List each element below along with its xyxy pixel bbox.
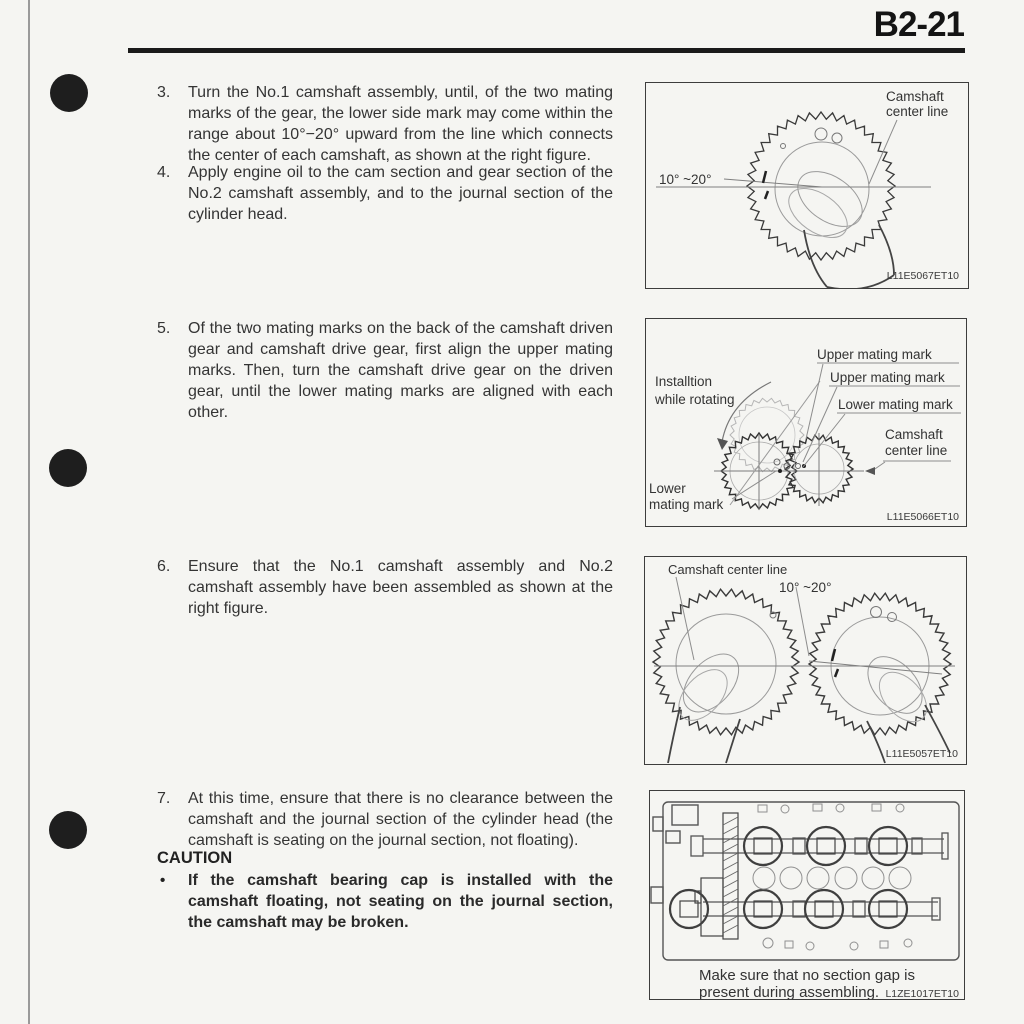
angle-label: 10° ~20° (659, 172, 712, 187)
figure-code: L11E5066ET10 (886, 511, 959, 523)
gear-drawing (653, 589, 951, 763)
step-item-5 (157, 318, 613, 423)
gear-drawing (747, 112, 895, 288)
upper-mating-mark-label: Upper mating mark (830, 370, 945, 385)
mating-mark-ticks (763, 171, 768, 199)
center-line-arrow (865, 467, 875, 475)
binder-hole (50, 74, 88, 112)
angle-label: 10° ~20° (779, 580, 832, 595)
caution-text: If the camshaft bearing cap is installed with the camshaft floating, not seating on the journal section, the camshaft may be broken. (188, 872, 613, 931)
step-item-3 (157, 82, 613, 166)
step-text: At this time, ensure that there is no clearance between the camshaft and the journal section of the cylinder head (the camshaft is seating on the journal section, not floating). (188, 790, 613, 849)
cylinder-head-diagram (650, 791, 964, 999)
figure-caption: present during assembling. (699, 984, 880, 999)
step-text: Turn the No.1 camshaft assembly, until, of the two mating marks of the gear, the lower side mark may come within the range about 10°−20° upward from the line which connects the center of each camshaft, as shown at the right figure. (188, 84, 613, 164)
figure-caption: Make sure that no section gap is (699, 967, 915, 984)
header-rule (128, 48, 965, 53)
step-number: 5. (157, 320, 171, 337)
step-item-4 (157, 162, 613, 225)
head-outline (651, 802, 959, 960)
step-text: Ensure that the No.1 camshaft assembly and No.2 camshaft assembly have been assembled as shown at the right figure. (188, 558, 613, 617)
camshaft-center-line-label: Camshaft center line (668, 562, 788, 577)
camshaft-center-line-label: center line (886, 104, 949, 119)
caution-item (157, 870, 613, 933)
step-number: 7. (157, 790, 171, 807)
step-number: 4. (157, 164, 171, 181)
lower-mating-mark-label: Lower mating mark (838, 397, 953, 412)
figure-code: L1ZE1017ET10 (885, 988, 959, 999)
camshaft-center-line-label: Camshaft (885, 427, 943, 442)
figure-assembled-camshafts (644, 556, 967, 765)
caution-bullet: • (160, 872, 166, 889)
binder-hole (49, 811, 87, 849)
step-number: 6. (157, 558, 171, 575)
assembled-camshafts-diagram (645, 557, 966, 764)
figure-code: L11E5067ET10 (886, 270, 959, 282)
step-text: Of the two mating marks on the back of the camshaft driven gear and camshaft drive gear, first align the upper mating marks. Then, turn the camshaft drive gear on the driven gear, until the lower mating marks are aligned with each other. (188, 320, 613, 421)
figure-code: L11E5057ET10 (885, 748, 958, 760)
figure-camshaft-angle (645, 82, 969, 289)
camshaft-center-line-label: center line (885, 443, 948, 458)
mating-marks-diagram (646, 319, 966, 526)
lower-mating-mark-label: mating mark (649, 497, 724, 512)
upper-mating-mark-label: Upper mating mark (817, 347, 932, 362)
binder-margin-line (28, 0, 30, 1024)
page-number: B2-21 (873, 5, 964, 44)
step-item-6 (157, 556, 613, 619)
step-item-7 (157, 788, 613, 851)
camshaft-gear-band (695, 813, 738, 939)
lower-mating-mark-label: Lower (649, 481, 686, 496)
step-text: Apply engine oil to the cam section and gear section of the No.2 camshaft assembly, and to the journal section of the cylinder head. (188, 164, 613, 223)
camshaft-top (691, 833, 948, 859)
installation-label: while rotating (655, 392, 735, 407)
figure-cylinder-head (649, 790, 965, 1000)
camshaft-angle-diagram (646, 83, 968, 288)
installation-label: Installtion (655, 374, 713, 389)
binder-hole (49, 449, 87, 487)
camshaft-center-line-label: Camshaft (886, 89, 944, 104)
step-number: 3. (157, 84, 171, 101)
figure-mating-marks (645, 318, 967, 527)
caution-title: CAUTION (157, 849, 233, 867)
